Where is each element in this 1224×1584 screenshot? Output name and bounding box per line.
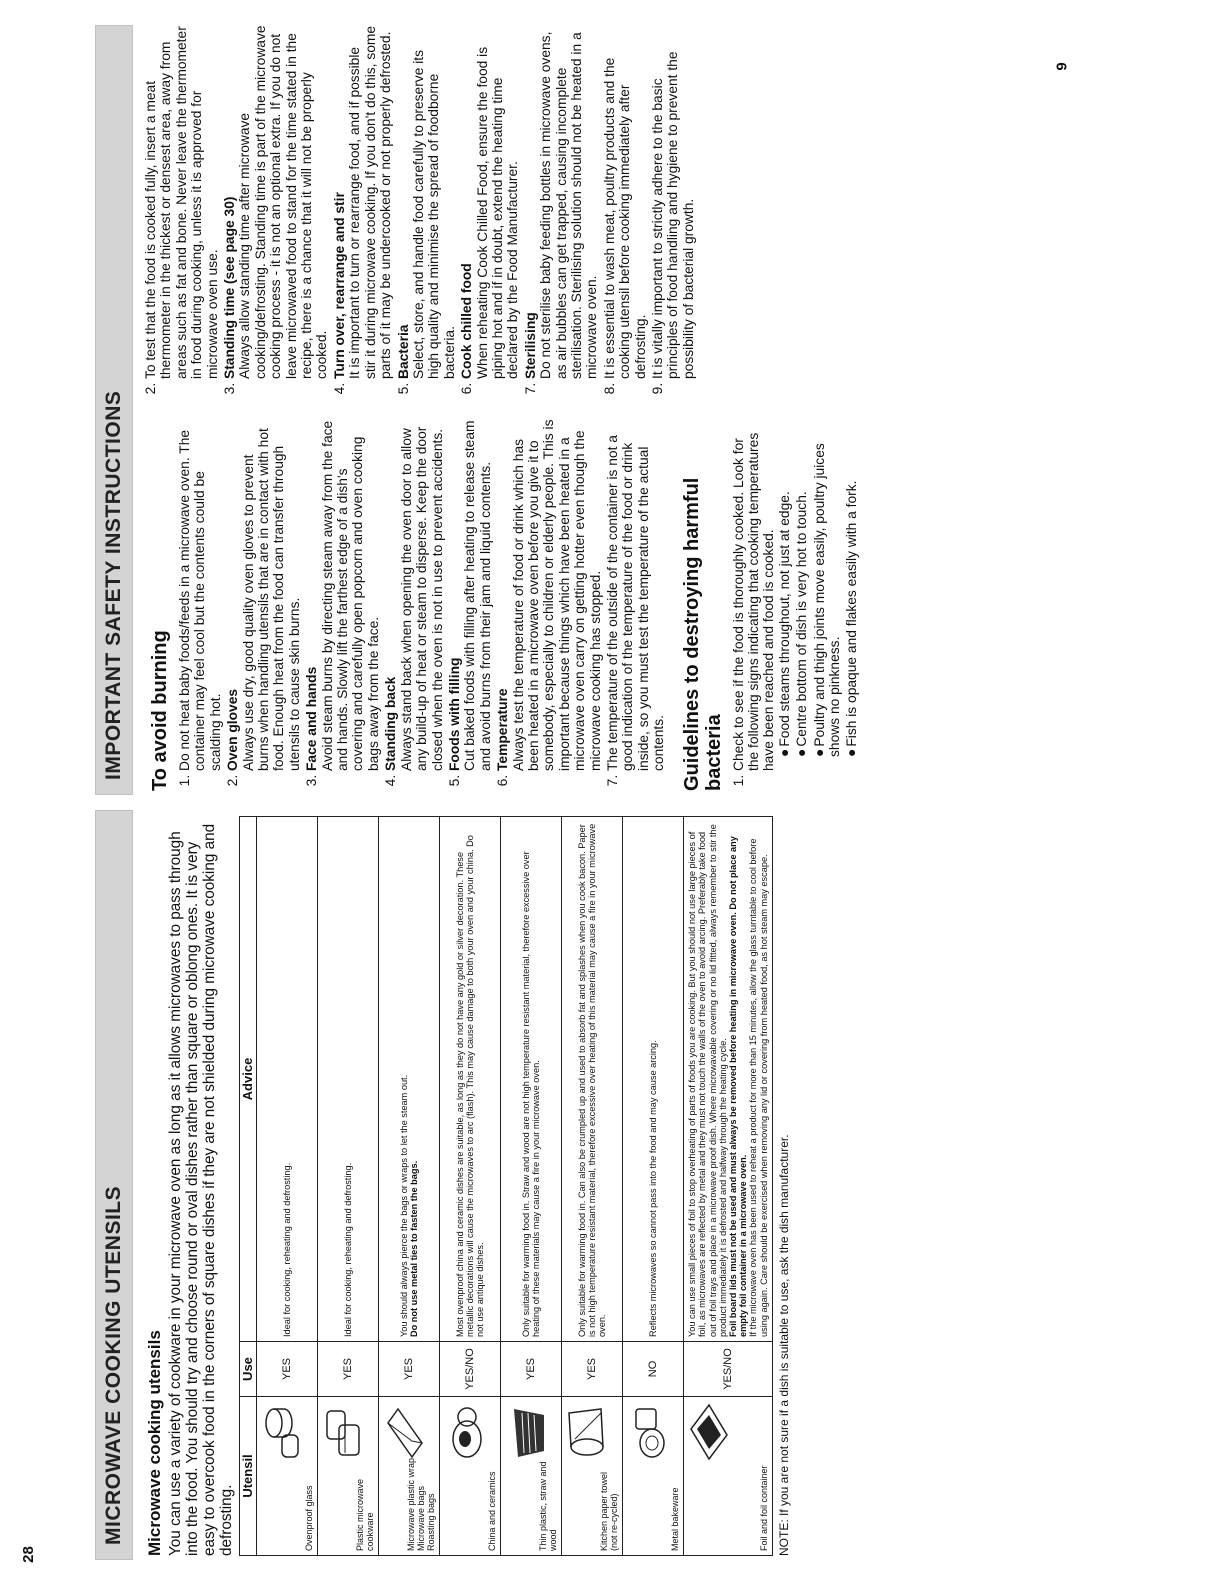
advice-cell bbox=[257, 817, 318, 1342]
col-header-advice: Advice bbox=[240, 817, 257, 1342]
bullet-item: ● Centre bottom of dish is very hot to touch. bbox=[794, 417, 809, 757]
table-row bbox=[501, 817, 562, 1556]
list-item bbox=[459, 25, 521, 379]
item-text: To test that the food is cooked fully, insert a meat thermometer in the thickest or densest area, away from areas such as fat and bone. Never leave the thermometer in food during cooking, unless it is approved for microwave oven use. bbox=[143, 26, 220, 379]
utensil-cell bbox=[257, 1397, 318, 1556]
item-heading: 4. Standing back bbox=[383, 676, 399, 771]
use-value: YES bbox=[562, 1342, 623, 1397]
bacteria-guidelines-list-start bbox=[731, 417, 860, 791]
item-text: Always stand back when opening the oven door to allow any build-up of heat or steam to disperse. Keep the door closed when the oven is not in use to prevent accidents. bbox=[398, 426, 445, 771]
item-text: It is important to turn or rearrange food, and if possible stir it during microwave cooking. If you don't do this, some parts of it may be undercooked or not properly defrosted. bbox=[347, 25, 394, 379]
utensil-cell bbox=[684, 1397, 773, 1556]
item-text: Always test the temperature of food or drink which has been heated in a microwave oven before you give it to somebody, especially to children or elderly people. This is important because things which have been heated in a microwave oven carry on getting hotter even though the microwave cooking has stopped. bbox=[510, 419, 603, 771]
utensil-cell bbox=[623, 1397, 684, 1556]
doneness-signs bbox=[777, 417, 860, 771]
utensil-cell bbox=[318, 1397, 379, 1556]
utensils-heading: Microwave cooking utensils bbox=[145, 1330, 164, 1556]
bullet-item: ● Poultry and thigh joints move easily, poultry juices shows no pinkness. bbox=[812, 417, 843, 757]
metal-bakeware-icon bbox=[626, 1403, 670, 1463]
item-text: Cut baked foods with filling after heating to release steam and avoid burns from their jam and liquid contents. bbox=[462, 420, 493, 771]
advice-extra: If the microwave oven has been used to reheat a product for more than 15 minutes, allow the glass turntable to cool before using again. Care should be exercised when removing any lid or covering from heated food, as hot steam may escape. bbox=[748, 838, 769, 1337]
utensils-intro: You can use a variety of cookware in your microwave oven as long as it allows microwaves to pass through into the food. You should try and choose round or oval dishes rather than square or oblong ones. It is very easy to overcook food in the corners of square dishes if they are not shielded during microwave cooking and defrosting. bbox=[167, 823, 235, 1556]
advice-text: Only suitable for warming food in. Straw and wood are not high temperature resistant material, therefore excessive over heating of these materials may cause a fire in your microwave oven. bbox=[521, 851, 542, 1337]
right-page bbox=[95, 25, 1125, 795]
list-item bbox=[605, 417, 667, 771]
paper-towel-icon bbox=[565, 1403, 609, 1463]
use-value: YES/NO bbox=[684, 1342, 773, 1397]
advice-text: You can use small pieces of foil to stop overheating of parts of foods you are cooking. But you should not use large pieces of foil, as microwaves are reflected by metal and they must not touch the walls of the oven to avoid arcing. Preferably take food out of foil trays and place in a microwave proof dish. Where microwavable covering or no lid fitted, always remember to stir the product immediately it is defrosted and halfway through the heating cycle. bbox=[687, 824, 728, 1337]
use-value: YES/NO bbox=[440, 1342, 501, 1397]
item-text: The temperature of the outside of the container is not a good indication of the temperature of the food or drink inside, so you must test the temperature of the actual contents. bbox=[604, 435, 667, 771]
bacteria-guidelines-list bbox=[143, 25, 696, 399]
list-item bbox=[143, 25, 220, 379]
utensil-name: Thin plastic, straw and wood bbox=[538, 1461, 559, 1551]
page-number-left: 28 bbox=[19, 1546, 37, 1563]
list-item bbox=[383, 417, 445, 771]
straw-basket-icon bbox=[504, 1403, 548, 1463]
item-heading: 5. Bacteria bbox=[395, 324, 411, 379]
bullet-item: ● Fish is opaque and flakes easily with a fork. bbox=[844, 417, 859, 757]
col-header-utensil: Utensil bbox=[240, 1397, 257, 1556]
advice-cell bbox=[318, 817, 379, 1342]
item-heading: 5. Foods with filling bbox=[446, 657, 462, 771]
utensils-banner: MICROWAVE COOKING UTENSILS bbox=[95, 810, 133, 1560]
utensil-name: Metal bakeware bbox=[670, 1487, 681, 1551]
advice-cell bbox=[501, 817, 562, 1342]
list-item bbox=[396, 25, 458, 379]
advice-cell bbox=[562, 817, 623, 1342]
list-item bbox=[447, 417, 493, 771]
avoid-burning-list bbox=[177, 417, 667, 791]
table-row bbox=[318, 817, 379, 1556]
utensil-cell bbox=[562, 1397, 623, 1556]
item-heading: 4. Turn over, rearrange and stir bbox=[331, 192, 347, 379]
item-heading: 3. Standing time (see page 30) bbox=[222, 196, 238, 379]
utensil-name: Foil and foil container bbox=[758, 1465, 769, 1551]
utensil-name: Ovenproof glass bbox=[304, 1485, 315, 1551]
page-number-right: 9 bbox=[1053, 62, 1071, 71]
advice-warning: Foil board lids must not be used and must always be removed before heating in microwave oven. Do not place any empty foil container in a microwave oven. bbox=[728, 836, 749, 1337]
foil-container-icon bbox=[687, 1403, 731, 1463]
advice-cell bbox=[440, 817, 501, 1342]
ceramic-pot-icon bbox=[443, 1403, 487, 1463]
use-value: YES bbox=[257, 1342, 318, 1397]
utensil-cell bbox=[379, 1397, 440, 1556]
item-text: When reheating Cook Chilled Food, ensure the food is piping hot and if in doubt, extend the heating time declared by the Food Manufacturer. bbox=[474, 46, 521, 379]
item-text: Select, store, and handle food carefully to preserve its high quality and minimise the spread of foodborne bacteria. bbox=[410, 49, 457, 379]
utensils-table bbox=[239, 816, 773, 1556]
table-row bbox=[379, 817, 440, 1556]
advice-text: Ideal for cooking, reheating and defrosting. bbox=[343, 1162, 354, 1337]
list-item bbox=[602, 25, 648, 379]
item-text: It is essential to wash meat, poultry products and the cooking utensil before cooking immediately after defrosting. bbox=[601, 57, 648, 379]
item-text: Check to see if the food is thoroughly cooked. Look for the following signs indicating that cooking temperatures have been reached and food is cooked. bbox=[730, 432, 777, 771]
utensil-name: China and ceramics bbox=[487, 1471, 498, 1551]
left-page bbox=[95, 810, 1125, 1560]
list-item bbox=[495, 417, 603, 771]
table-row bbox=[623, 817, 684, 1556]
advice-cell bbox=[379, 817, 440, 1342]
item-text: Always allow standing time after microwave cooking/defrosting. Standing time is part of the microwave cooking process - it is not an optional extra. If you do not leave microwaved food to stand for the time stated in the recipe, there is a chance that it will not be properly cooked. bbox=[237, 25, 330, 379]
utensil-name: Microwave plastic wrap Microwave bags Roasting bags bbox=[406, 1457, 437, 1551]
avoid-burning-title: To avoid burning bbox=[149, 630, 171, 791]
item-text: It is vitally important to strictly adhere to the basic principles of food handling and hygiene to prevent the possibility of bacterial growth. bbox=[650, 51, 696, 379]
plastic-cookware-icon bbox=[321, 1403, 365, 1463]
item-text: Do not heat baby foods/feeds in a microwave oven. The container may feel cool but the contents could be scalding hot. bbox=[177, 429, 223, 771]
list-item bbox=[650, 25, 696, 379]
advice-text: Most ovenproof china and ceramic dishes are suitable, as long as they do not have any gold or silver decoration. These metallic decorations will cause the microwaves to arc (flash). This may cause damage to both your oven and your china. Do not use antique dishes. bbox=[454, 835, 486, 1337]
list-item bbox=[304, 417, 381, 771]
use-value: YES bbox=[379, 1342, 440, 1397]
advice-text: Ideal for cooking, reheating and defrosting. bbox=[282, 1162, 293, 1337]
bacteria-guidelines-title: Guidelines to destroying harmful bacteria bbox=[680, 477, 725, 791]
utensil-name: Plastic microwave cookware bbox=[355, 1478, 376, 1551]
item-heading: 2. Oven gloves bbox=[225, 688, 241, 771]
utensil-cell bbox=[501, 1397, 562, 1556]
advice-cell bbox=[684, 817, 773, 1342]
item-heading: 7. Sterilising bbox=[522, 312, 538, 379]
advice-warning: Do not use metal ties to fasten the bags. bbox=[409, 1160, 420, 1337]
list-item bbox=[225, 417, 302, 771]
bullet-item: ● Food steams throughout, not just at edge. bbox=[777, 417, 792, 757]
item-text: Do not sterilise baby feeding bottles in microwave ovens, as air bubbles can get trapped, causing incomplete sterilisation. Sterilising solution should not be heated in a microwave oven. bbox=[538, 31, 600, 379]
item-heading: 6. Temperature bbox=[495, 688, 511, 771]
utensil-name: Kitchen paper towel (not re-cycled) bbox=[599, 1471, 620, 1551]
use-value: YES bbox=[318, 1342, 379, 1397]
utensils-note: NOTE: If you are not sure if a dish is suitable to use, ask the dish manufacturer. bbox=[776, 1134, 791, 1556]
advice-text: You should always pierce the bags or wraps to let the steam out. bbox=[399, 1074, 409, 1337]
item-heading: 3. Face and hands bbox=[304, 666, 320, 771]
advice-cell bbox=[623, 817, 684, 1342]
item-text: Always use dry, good quality oven gloves to prevent burns when handling utensils that are in contact with hot food. Enough heat from the food can transfer through utensils to cause skin burns. bbox=[240, 428, 302, 771]
item-text: Avoid steam burns by directing steam away from the face and hands. Slowly lift the farthest edge of a dish's covering and carefully open popcorn and oven cooking bags away from the face. bbox=[319, 420, 381, 771]
use-value: NO bbox=[623, 1342, 684, 1397]
table-row bbox=[562, 817, 623, 1556]
col-header-use: Use bbox=[240, 1342, 257, 1397]
table-row bbox=[440, 817, 501, 1556]
advice-text: Only suitable for warming food in. Can also be crumpled up and used to absorb fat and splashes when you cook bacon. Paper is not high temperature resistant material, therefore excessive over heating of this material may cause a fire in your microwave oven. bbox=[576, 823, 608, 1337]
utensil-cell bbox=[440, 1397, 501, 1556]
safety-banner: IMPORTANT SAFETY INSTRUCTIONS bbox=[95, 25, 133, 795]
list-item bbox=[523, 25, 600, 379]
use-value: YES bbox=[501, 1342, 562, 1397]
glass-dish-icon bbox=[260, 1403, 304, 1463]
plastic-wrap-icon bbox=[382, 1403, 426, 1463]
item-heading: 6. Cook chilled food bbox=[459, 263, 475, 379]
advice-text: Reflects microwaves so cannot pass into the food and may cause arcing. bbox=[648, 1040, 659, 1337]
list-item bbox=[222, 25, 330, 379]
table-row bbox=[684, 817, 773, 1556]
list-item bbox=[177, 417, 223, 771]
list-item bbox=[731, 417, 860, 771]
safety-column-2 bbox=[143, 25, 862, 399]
safety-column-1 bbox=[143, 417, 862, 791]
list-item bbox=[332, 25, 394, 379]
table-row bbox=[257, 817, 318, 1556]
